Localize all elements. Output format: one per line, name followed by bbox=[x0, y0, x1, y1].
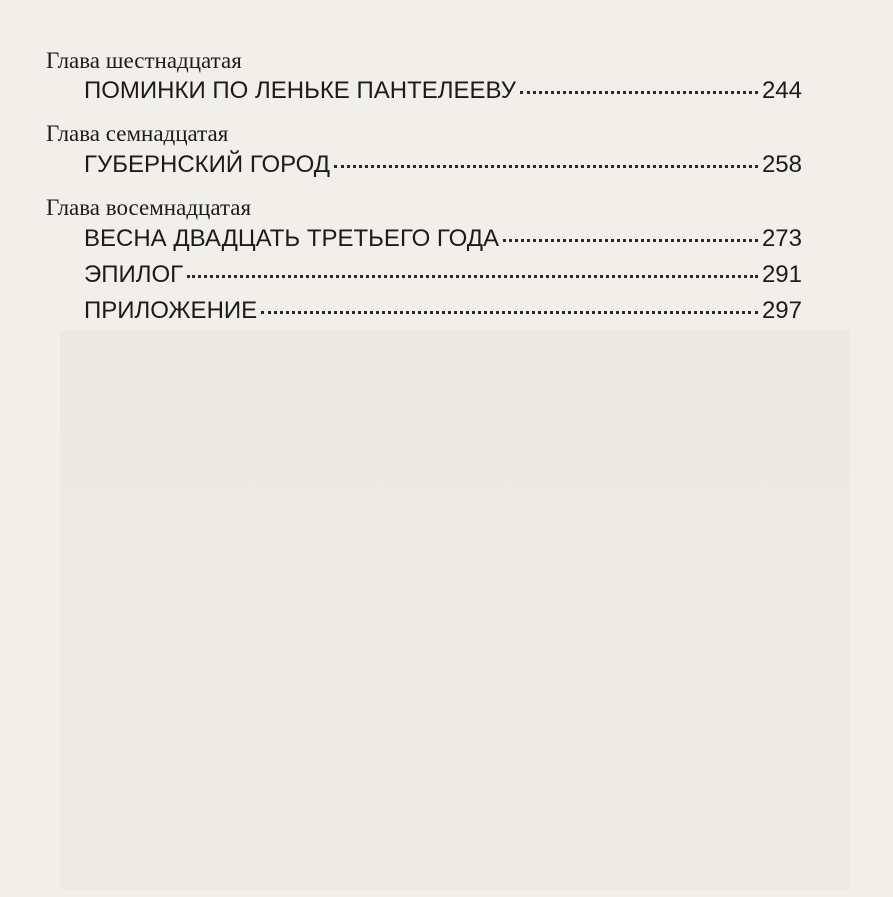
chapter-heading-16: Глава шестнадцатая bbox=[46, 48, 242, 73]
toc-entry bbox=[84, 76, 802, 106]
toc-entry-page: 291 bbox=[761, 261, 802, 288]
toc-entry bbox=[84, 260, 802, 290]
toc-entry bbox=[84, 150, 802, 180]
bleed-through-area bbox=[60, 330, 850, 890]
toc-entry-title: ПОМИНКИ ПО ЛЕНЬКЕ ПАНТЕЛЕЕВУ bbox=[84, 77, 516, 104]
toc-entry-title: ПРИЛОЖЕНИЕ bbox=[84, 297, 258, 324]
leader-dots bbox=[187, 275, 758, 278]
toc-entry-page: 258 bbox=[761, 151, 802, 178]
toc-entry-title: ГУБЕРНСКИЙ ГОРОД bbox=[84, 151, 331, 178]
leader-dots bbox=[520, 91, 758, 94]
toc-entry-page: 273 bbox=[761, 225, 802, 252]
chapter-heading-18: Глава восемнадцатая bbox=[46, 195, 252, 220]
toc-entry-page: 297 bbox=[761, 297, 802, 324]
leader-dots bbox=[334, 165, 758, 168]
toc-entry-title: ВЕСНА ДВАДЦАТЬ ТРЕТЬЕГО ГОДА bbox=[84, 225, 499, 252]
leader-dots bbox=[261, 311, 758, 314]
toc-entry-title: ЭПИЛОГ bbox=[84, 261, 184, 288]
leader-dots bbox=[503, 239, 758, 242]
toc-entry-page: 244 bbox=[761, 77, 802, 104]
toc-entry bbox=[84, 296, 802, 326]
chapter-heading-17: Глава семнадцатая bbox=[46, 121, 229, 146]
toc-entry bbox=[84, 224, 802, 254]
